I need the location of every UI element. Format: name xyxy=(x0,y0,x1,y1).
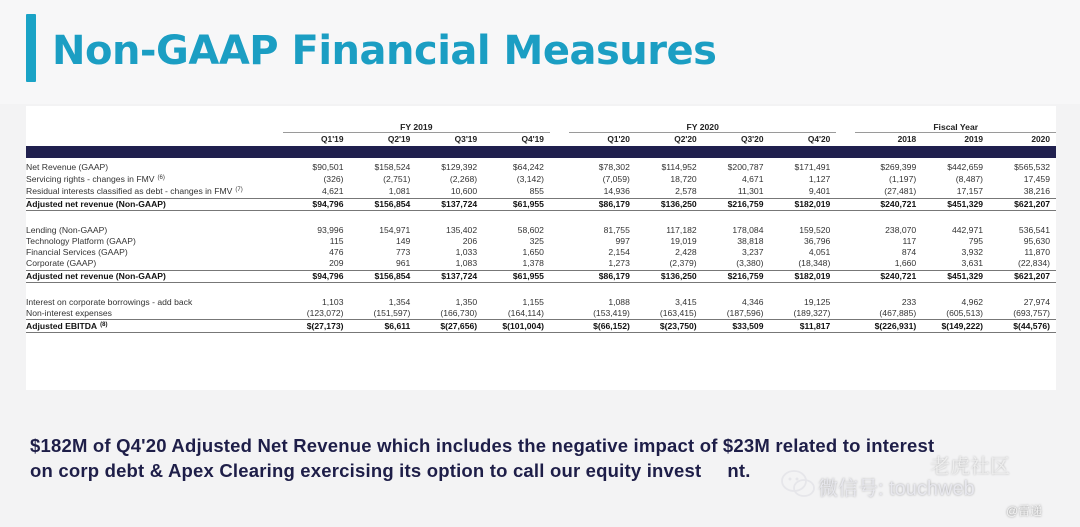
table-cell: 233 xyxy=(901,296,917,307)
non-gaap-table xyxy=(26,122,1056,333)
table-cell: 38,216 xyxy=(1023,185,1050,196)
financial-table-panel xyxy=(26,106,1056,390)
table-cell: $(44,576) xyxy=(989,320,1056,333)
row-label: Residual interests classified as debt - changes in FMV $^{(7)}$ xyxy=(26,186,243,197)
table-cell: 115 xyxy=(329,236,344,247)
table-cell: $240,721 xyxy=(855,198,922,210)
table-cell: $(27,656) xyxy=(416,320,483,333)
table-cell: 36,796 xyxy=(804,236,831,247)
row-label: Net Revenue (GAAP) xyxy=(26,162,109,172)
table-row-net-revenue xyxy=(26,162,1056,173)
table-cell: (151,597) xyxy=(373,308,411,319)
table-cell: $90,501 xyxy=(312,162,344,172)
table-cell: 4,671 xyxy=(741,173,764,184)
col-header: 2020 xyxy=(1031,134,1050,144)
table-cell: 135,402 xyxy=(446,224,478,235)
table-cell: 795 xyxy=(968,236,984,247)
table-cell: $158,524 xyxy=(374,162,411,172)
table-cell: 855 xyxy=(529,185,544,196)
table-cell: 209 xyxy=(329,258,344,269)
table-cell: $94,796 xyxy=(283,198,350,210)
table-cell: 17,459 xyxy=(1023,173,1050,184)
fy2019-header: FY 2019 xyxy=(283,122,550,133)
table-cell: 442,971 xyxy=(951,224,984,235)
column-header-row xyxy=(26,133,1056,147)
table-cell: (2,751) xyxy=(383,173,411,184)
table-cell: $(101,004) xyxy=(483,320,550,333)
col-header: Q4'19 xyxy=(521,134,544,144)
table-cell: $61,955 xyxy=(483,270,550,282)
table-cell: $269,399 xyxy=(880,162,917,172)
title-bar xyxy=(0,0,1080,104)
table-cell: 997 xyxy=(615,236,630,247)
table-cell: 17,157 xyxy=(956,185,984,196)
table-cell: 1,378 xyxy=(522,258,544,269)
col-header: Q1'19 xyxy=(321,134,344,144)
table-row-corporate xyxy=(26,258,1056,270)
col-header: Q2'20 xyxy=(674,134,697,144)
table-cell: 2,428 xyxy=(675,247,697,258)
table-cell: 1,033 xyxy=(455,247,478,258)
table-cell: (3,142) xyxy=(516,173,544,184)
table-cell: 27,974 xyxy=(1023,296,1050,307)
table-cell: (1,197) xyxy=(888,173,917,184)
summary-line-2: on corp debt & Apex Clearing exercising its option to call our equity invest xyxy=(30,460,702,481)
watermark-logo-text: 老虎社区 xyxy=(930,456,1010,478)
table-cell: 38,818 xyxy=(737,236,764,247)
table-cell: (22,834) xyxy=(1017,258,1050,269)
table-row-nonint xyxy=(26,308,1056,320)
table-cell: $216,759 xyxy=(703,270,770,282)
table-cell: 1,155 xyxy=(522,296,544,307)
table-cell: 1,660 xyxy=(894,258,917,269)
table-cell: 961 xyxy=(395,258,411,269)
table-cell: 1,083 xyxy=(455,258,478,269)
table-cell: $33,509 xyxy=(703,320,770,333)
table-cell: 9,401 xyxy=(808,185,831,196)
table-cell: 4,621 xyxy=(321,185,344,196)
table-cell: 4,962 xyxy=(961,296,984,307)
table-cell: 1,103 xyxy=(321,296,344,307)
table-cell: (187,596) xyxy=(726,308,764,319)
table-cell: 81,755 xyxy=(603,224,630,235)
table-cell: $451,329 xyxy=(922,198,989,210)
table-cell: 11,301 xyxy=(737,185,764,196)
table-cell: 178,084 xyxy=(732,224,764,235)
table-cell: $129,392 xyxy=(441,162,478,172)
table-cell: $64,242 xyxy=(512,162,544,172)
table-cell: (153,419) xyxy=(593,308,630,319)
table-cell: (27,481) xyxy=(884,185,917,196)
table-cell: $216,759 xyxy=(703,198,770,210)
table-cell: 3,415 xyxy=(675,296,697,307)
table-cell: (605,513) xyxy=(946,308,984,319)
col-header: Q2'19 xyxy=(387,134,411,144)
header-band xyxy=(26,146,1056,158)
table-cell: 1,354 xyxy=(388,296,411,307)
table-cell: 117 xyxy=(902,236,917,247)
table-cell: $136,250 xyxy=(636,198,703,210)
table-cell: $6,611 xyxy=(350,320,417,333)
col-header: Q1'20 xyxy=(607,134,630,144)
table-row-residual xyxy=(26,185,1056,198)
table-cell: $11,817 xyxy=(769,320,836,333)
table-cell: 1,081 xyxy=(388,185,411,196)
table-cell: 536,541 xyxy=(1018,224,1050,235)
row-label: Technology Platform (GAAP) xyxy=(26,236,136,247)
table-cell: $86,179 xyxy=(569,198,636,210)
summary-line-2-end: nt. xyxy=(727,460,751,481)
table-cell: (467,885) xyxy=(879,308,917,319)
table-cell: 476 xyxy=(329,247,344,258)
table-cell: (18,348) xyxy=(798,258,831,269)
table-cell: 117,182 xyxy=(666,224,697,235)
table-cell: $(149,222) xyxy=(922,320,989,333)
table-row-interest xyxy=(26,297,1056,308)
table-cell: 159,520 xyxy=(799,224,831,235)
table-cell: 1,088 xyxy=(608,296,630,307)
table-cell: $(27,173) xyxy=(283,320,350,333)
table-cell: 10,600 xyxy=(450,185,478,196)
table-cell: 14,936 xyxy=(603,185,630,196)
table-cell: $137,724 xyxy=(416,198,483,210)
fy2020-header: FY 2020 xyxy=(569,122,836,133)
table-cell: (693,757) xyxy=(1013,308,1050,319)
col-header: Q3'20 xyxy=(741,134,764,144)
fiscal-year-header: Fiscal Year xyxy=(855,122,1056,133)
table-cell: (2,379) xyxy=(669,258,697,269)
footnote-ref: (8) xyxy=(100,322,108,329)
table-cell: $565,532 xyxy=(1014,162,1050,172)
table-cell: $86,179 xyxy=(569,270,636,282)
table-cell: 874 xyxy=(901,247,917,258)
table-cell: 93,996 xyxy=(317,224,344,235)
table-cell: (166,730) xyxy=(440,308,478,319)
table-cell: (2,268) xyxy=(449,173,478,184)
table-cell: (326) xyxy=(323,173,344,184)
table-cell: 4,051 xyxy=(808,247,831,258)
table-cell: 18,720 xyxy=(670,173,697,184)
table-cell: (164,114) xyxy=(507,308,544,319)
table-cell: (123,072) xyxy=(306,308,344,319)
table-cell: 95,630 xyxy=(1023,236,1050,247)
row-spacer xyxy=(26,282,1056,297)
row-label: Financial Services (GAAP) xyxy=(26,247,128,258)
watermark-wechat-id: 微信号: touchweb xyxy=(818,478,975,500)
table-cell: 325 xyxy=(529,236,544,247)
table-cell: (7,059) xyxy=(602,173,630,184)
row-label: Servicing rights - changes in FMV $^{(6)}$ xyxy=(26,174,165,185)
table-row-finserv xyxy=(26,247,1056,258)
table-cell: 3,932 xyxy=(961,247,984,258)
table-cell: $182,019 xyxy=(769,198,836,210)
table-cell: (8,487) xyxy=(955,173,984,184)
table-cell: (3,380) xyxy=(736,258,764,269)
table-cell: $137,724 xyxy=(416,270,483,282)
table-cell: 1,350 xyxy=(455,296,478,307)
table-cell: $94,796 xyxy=(283,270,350,282)
fiscal-group-header-row xyxy=(26,122,1056,133)
table-row-servicing xyxy=(26,173,1056,185)
table-cell: $(226,931) xyxy=(855,320,922,333)
table-cell: $621,207 xyxy=(989,198,1056,210)
table-cell: $171,491 xyxy=(794,162,831,172)
row-label: Interest on corporate borrowings - add back xyxy=(26,296,193,307)
watermark-author: @雷递 xyxy=(1006,504,1043,518)
col-header: 2019 xyxy=(964,134,984,144)
table-cell: 58,602 xyxy=(517,224,544,235)
table-cell: $182,019 xyxy=(769,270,836,282)
table-cell: (189,327) xyxy=(793,308,831,319)
watermark xyxy=(780,456,1072,524)
table-cell: 206 xyxy=(462,236,478,247)
table-cell: (163,415) xyxy=(659,308,697,319)
table-cell: $621,207 xyxy=(989,270,1056,282)
summary-line-1: $182M of Q4'20 Adjusted Net Revenue which includes the negative impact of $23M related to interest xyxy=(30,435,935,456)
table-cell: 11,870 xyxy=(1024,247,1050,258)
table-cell: 2,578 xyxy=(675,185,697,196)
table-cell: 2,154 xyxy=(608,247,630,258)
table-cell: 773 xyxy=(395,247,411,258)
table-cell: $156,854 xyxy=(350,198,417,210)
table-cell: 4,346 xyxy=(741,296,764,307)
table-cell: 238,070 xyxy=(885,224,917,235)
table-row-lending xyxy=(26,225,1056,236)
table-cell: 3,631 xyxy=(961,258,984,269)
row-label: Lending (Non-GAAP) xyxy=(26,224,108,235)
row-label: Adjusted EBITDA $^{(8)}$ xyxy=(26,320,283,333)
col-header: Q3'19 xyxy=(454,134,478,144)
table-cell: 3,237 xyxy=(741,247,764,258)
row-label: Adjusted net revenue (Non-GAAP) xyxy=(26,198,283,210)
title-accent-bar xyxy=(26,14,36,82)
row-label: Corporate (GAAP) xyxy=(26,258,97,269)
table-cell: $(23,750) xyxy=(636,320,703,333)
wechat-logo-icon xyxy=(780,466,816,502)
table-cell: 154,971 xyxy=(379,224,411,235)
table-cell: $(66,152) xyxy=(569,320,636,333)
col-header: 2018 xyxy=(897,134,917,144)
table-cell: 19,125 xyxy=(804,296,831,307)
table-cell: $136,250 xyxy=(636,270,703,282)
table-cell: 1,650 xyxy=(522,247,544,258)
table-cell: $451,329 xyxy=(922,270,989,282)
page-title: Non-GAAP Financial Measures xyxy=(52,28,717,74)
row-label: Adjusted net revenue (Non-GAAP) xyxy=(26,270,283,282)
table-cell: 1,273 xyxy=(608,258,630,269)
table-cell: $156,854 xyxy=(350,270,417,282)
table-cell: $442,659 xyxy=(947,162,984,172)
table-row-adj-net-rev-2 xyxy=(26,270,1056,282)
col-header: Q4'20 xyxy=(807,134,831,144)
table-cell: $240,721 xyxy=(855,270,922,282)
table-cell: $200,787 xyxy=(727,162,764,172)
table-row-ebitda xyxy=(26,320,1056,333)
footnote-ref: (7) xyxy=(235,187,243,194)
table-cell: 149 xyxy=(395,236,411,247)
footnote-ref: (6) xyxy=(157,175,165,182)
table-cell: $78,302 xyxy=(598,162,630,172)
table-cell: 19,019 xyxy=(670,236,697,247)
table-cell: $114,952 xyxy=(661,162,697,172)
table-cell: 1,127 xyxy=(808,173,831,184)
table-row-adj-net-rev-1 xyxy=(26,198,1056,210)
row-spacer xyxy=(26,210,1056,225)
table-cell: $61,955 xyxy=(483,198,550,210)
row-label: Non-interest expenses xyxy=(26,308,112,319)
table-row-tech xyxy=(26,236,1056,247)
